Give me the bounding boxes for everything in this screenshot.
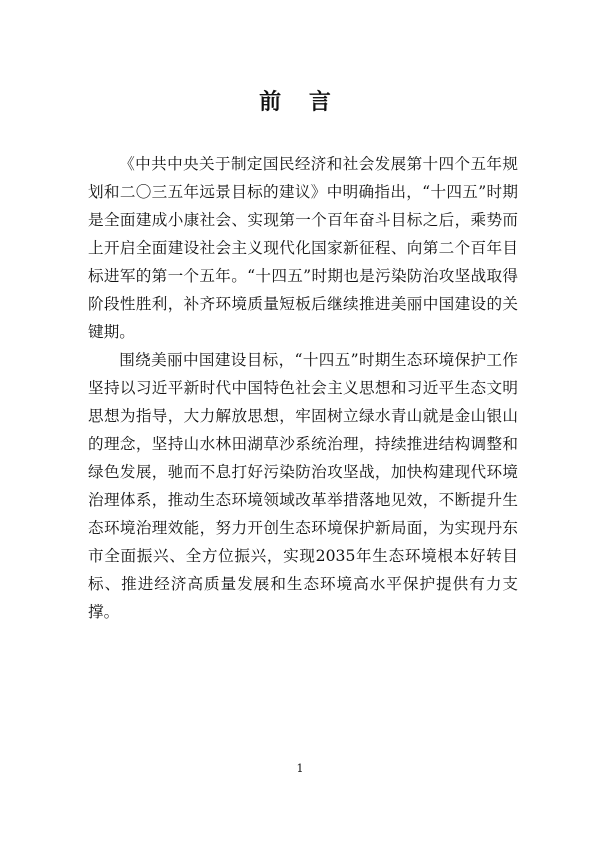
- page-title: 前 言: [259, 89, 341, 115]
- paragraph-1: 《中共中央关于制定国民经济和社会发展第十四个五年规划和二〇三五年远景目标的建议》中明确指出，“十四五”时期是全面建成小康社会、实现第一个百年奋斗目标之后，乘势而上开启全面建设社会主义现代化国家新征程、向第二个百年目标进军的第一个五年。“十四五”时期也是污染防治攻坚战取得阶段性胜利，补齐环境质量短板后继续推进美丽中国建设的关键期。: [88, 155, 518, 341]
- paragraph-2: 围绕美丽中国建设目标，“十四五”时期生态环境保护工作坚持以习近平新时代中国特色社会主义思想和习近平生态文明思想为指导，大力解放思想，牢固树立绿水青山就是金山银山的理念，坚持山水林田湖草沙系统治理，持续推进结构调整和绿色发展，驰而不息打好污染防治攻坚战，加快构建现代环境治理体系，推动生态环境领域改革举措落地见效，不断提升生态环境治理效能，努力开创生态环境保护新局面，为实现丹东市全面振兴、全方位振兴，实现2035年生态环境根本好转目标、推进经济高质量发展和生态环境高水平保护提供有力支撑。: [88, 351, 518, 621]
- page-number: 1: [296, 762, 304, 775]
- body-text: [88, 150, 518, 626]
